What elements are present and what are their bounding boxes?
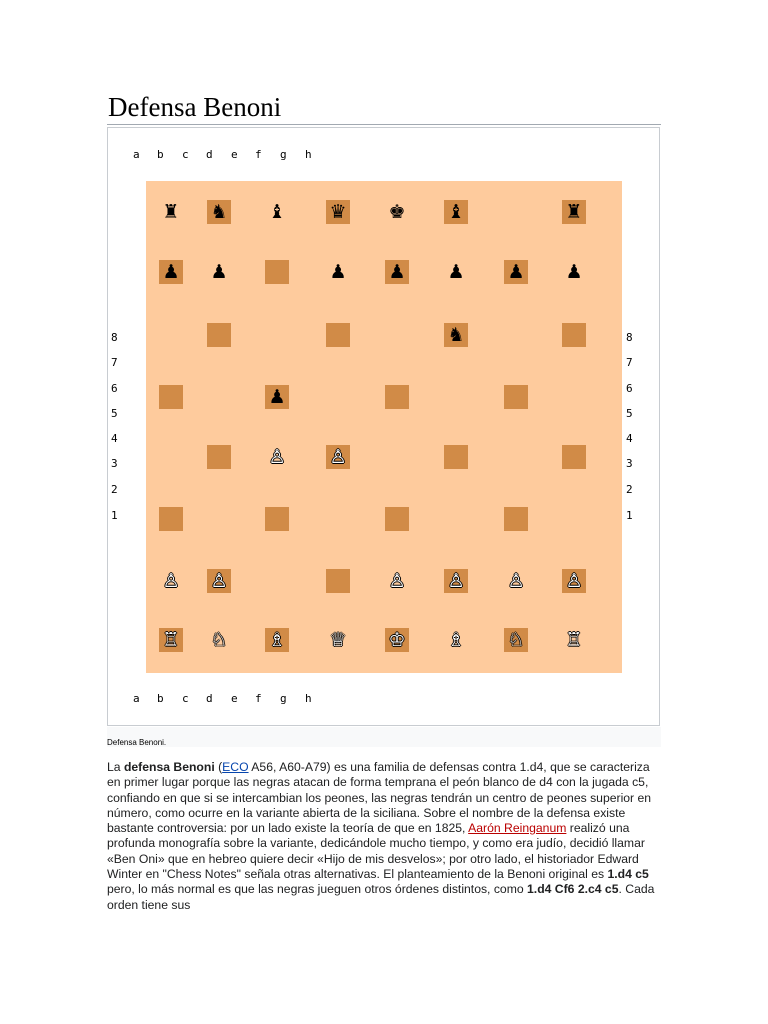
- square-a5: [159, 385, 183, 409]
- piece-h1: ♖: [565, 629, 583, 651]
- piece-f7: ♟: [447, 261, 465, 283]
- piece-b7: ♟: [210, 261, 228, 283]
- square-c5: [265, 385, 289, 409]
- square-h7: [562, 260, 586, 284]
- square-a6: [159, 323, 183, 347]
- piece-h2: ♙: [565, 570, 583, 592]
- piece-d4: ♙: [329, 446, 347, 468]
- square-b2: [207, 569, 231, 593]
- piece-c4: ♙: [268, 446, 286, 468]
- piece-d7: ♟: [329, 261, 347, 283]
- page-title: Defensa Benoni: [108, 92, 282, 122]
- square-e7: [385, 260, 409, 284]
- bold-text: 1.d4 Cf6 2.c4 c5: [527, 882, 619, 897]
- square-c1: [265, 628, 289, 652]
- piece-h8: ♜: [565, 201, 583, 223]
- square-c7: [265, 260, 289, 284]
- rank-label-5-right: 5: [626, 407, 633, 420]
- rank-label-1-left: 1: [111, 509, 118, 522]
- paragraph-text: realizó una profunda monografía sobre la variante, dedicándole mucho tiempo, y como era judío, decidió llamar «Ben Oni» que en hebreo quiere decir «Hijo de mis desvelos»; por otro lado, el historiador Edward Winter en "Chess Notes" señala otras alternativas. El planteamiento de la Benoni original es: [107, 821, 645, 882]
- square-f7: [444, 260, 468, 284]
- file-label-f-bottom: f: [255, 692, 262, 705]
- square-b7: [207, 260, 231, 284]
- square-b5: [207, 385, 231, 409]
- square-h2: [562, 569, 586, 593]
- caption-text: Defensa Benoni.: [107, 738, 167, 747]
- square-g1: [504, 628, 528, 652]
- paragraph-text: A56, A60-A79) es una familia de defensas contra 1.d4, que se caracteriza en primer lugar porque las negras atacan de forma temprana el peón blanco de d4 con la jugada c5, confiando en que si se intercambian los peones, las negras tendrán un centro de peones superior en número, como ocurre en la variante abierta de la siciliana. Sobre el nombre de la defensa existe bastante controversia: por un lado existe la teoría de que en 1825,: [107, 760, 652, 836]
- file-label-b-bottom: b: [157, 692, 164, 705]
- piece-a2: ♙: [162, 570, 180, 592]
- square-d1: [326, 628, 350, 652]
- link-eco[interactable]: ECO: [222, 760, 249, 774]
- piece-e8: ♚: [388, 201, 406, 223]
- square-g2: [504, 569, 528, 593]
- rank-label-7-right: 7: [626, 356, 633, 369]
- square-c2: [265, 569, 289, 593]
- file-label-d-top: d: [206, 148, 213, 161]
- piece-d8: ♛: [329, 201, 347, 223]
- square-a4: [159, 445, 183, 469]
- piece-e1: ♔: [388, 629, 406, 651]
- square-d3: [326, 507, 350, 531]
- square-e3: [385, 507, 409, 531]
- square-d2: [326, 569, 350, 593]
- piece-a1: ♖: [162, 629, 180, 651]
- square-e8: [385, 200, 409, 224]
- square-f4: [444, 445, 468, 469]
- square-f6: [444, 323, 468, 347]
- rank-label-3-left: 3: [111, 457, 118, 470]
- piece-e2: ♙: [388, 570, 406, 592]
- piece-g1: ♘: [507, 629, 525, 651]
- square-g7: [504, 260, 528, 284]
- square-a8: [159, 200, 183, 224]
- file-label-c-top: c: [182, 148, 189, 161]
- piece-f2: ♙: [447, 570, 465, 592]
- piece-f1: ♗: [447, 629, 465, 651]
- square-h8: [562, 200, 586, 224]
- piece-f8: ♝: [447, 201, 465, 223]
- square-d4: [326, 445, 350, 469]
- file-label-b-top: b: [157, 148, 164, 161]
- square-d7: [326, 260, 350, 284]
- square-e6: [385, 323, 409, 347]
- square-b6: [207, 323, 231, 347]
- square-g8: [504, 200, 528, 224]
- file-label-e-bottom: e: [231, 692, 238, 705]
- paragraph-text: (: [214, 760, 223, 774]
- piece-c1: ♗: [268, 629, 286, 651]
- title-divider: [107, 124, 661, 125]
- piece-a8: ♜: [162, 201, 180, 223]
- square-f3: [444, 507, 468, 531]
- square-c6: [265, 323, 289, 347]
- rank-label-8-right: 8: [626, 331, 633, 344]
- link-aar-n-reinganum[interactable]: Aarón Reinganum: [468, 821, 567, 836]
- bold-text: defensa Benoni: [123, 760, 215, 774]
- diagram-caption: [107, 727, 661, 747]
- square-b1: [207, 628, 231, 652]
- paragraph-text: . Cada orden tiene sus: [107, 882, 655, 912]
- square-b4: [207, 445, 231, 469]
- rank-label-5-left: 5: [111, 407, 118, 420]
- square-d6: [326, 323, 350, 347]
- square-a3: [159, 507, 183, 531]
- rank-label-4-left: 4: [111, 432, 118, 445]
- article-paragraph: [107, 760, 663, 913]
- square-a2: [159, 569, 183, 593]
- square-a1: [159, 628, 183, 652]
- square-d5: [326, 385, 350, 409]
- piece-a7: ♟: [162, 261, 180, 283]
- square-f2: [444, 569, 468, 593]
- square-g3: [504, 507, 528, 531]
- rank-label-2-left: 2: [111, 483, 118, 496]
- file-label-f-top: f: [255, 148, 262, 161]
- rank-label-6-left: 6: [111, 382, 118, 395]
- square-d8: [326, 200, 350, 224]
- file-label-a-top: a: [133, 148, 140, 161]
- piece-b8: ♞: [210, 201, 228, 223]
- square-b8: [207, 200, 231, 224]
- rank-label-4-right: 4: [626, 432, 633, 445]
- square-e5: [385, 385, 409, 409]
- square-e1: [385, 628, 409, 652]
- square-e4: [385, 445, 409, 469]
- bold-text: 1.d4 c5: [607, 867, 649, 882]
- square-h1: [562, 628, 586, 652]
- file-label-h-bottom: h: [305, 692, 312, 705]
- square-f8: [444, 200, 468, 224]
- square-f5: [444, 385, 468, 409]
- square-h4: [562, 445, 586, 469]
- square-c3: [265, 507, 289, 531]
- paragraph-text: La: [107, 760, 124, 774]
- square-g5: [504, 385, 528, 409]
- piece-b2: ♙: [210, 570, 228, 592]
- square-g4: [504, 445, 528, 469]
- square-b3: [207, 507, 231, 531]
- paragraph-text: pero, lo más normal es que las negras jueguen otros órdenes distintos, como: [107, 882, 528, 897]
- chess-board: [146, 181, 622, 673]
- square-g6: [504, 323, 528, 347]
- square-a7: [159, 260, 183, 284]
- square-e2: [385, 569, 409, 593]
- rank-label-1-right: 1: [626, 509, 633, 522]
- square-c8: [265, 200, 289, 224]
- piece-h7: ♟: [565, 261, 583, 283]
- file-label-g-bottom: g: [280, 692, 287, 705]
- piece-g2: ♙: [507, 570, 525, 592]
- piece-c8: ♝: [268, 201, 286, 223]
- square-h5: [562, 385, 586, 409]
- file-label-h-top: h: [305, 148, 312, 161]
- square-h6: [562, 323, 586, 347]
- square-c4: [265, 445, 289, 469]
- square-h3: [562, 507, 586, 531]
- piece-g7: ♟: [507, 261, 525, 283]
- piece-d1: ♕: [329, 629, 347, 651]
- file-label-e-top: e: [231, 148, 238, 161]
- rank-label-7-left: 7: [111, 356, 118, 369]
- file-label-g-top: g: [280, 148, 287, 161]
- file-label-d-bottom: d: [206, 692, 213, 705]
- piece-c5: ♟: [268, 386, 286, 408]
- rank-label-8-left: 8: [111, 331, 118, 344]
- piece-f6: ♞: [447, 324, 465, 346]
- piece-e7: ♟: [388, 261, 406, 283]
- file-label-c-bottom: c: [182, 692, 189, 705]
- square-f1: [444, 628, 468, 652]
- rank-label-3-right: 3: [626, 457, 633, 470]
- rank-label-6-right: 6: [626, 382, 633, 395]
- rank-label-2-right: 2: [626, 483, 633, 496]
- file-label-a-bottom: a: [133, 692, 140, 705]
- piece-b1: ♘: [210, 629, 228, 651]
